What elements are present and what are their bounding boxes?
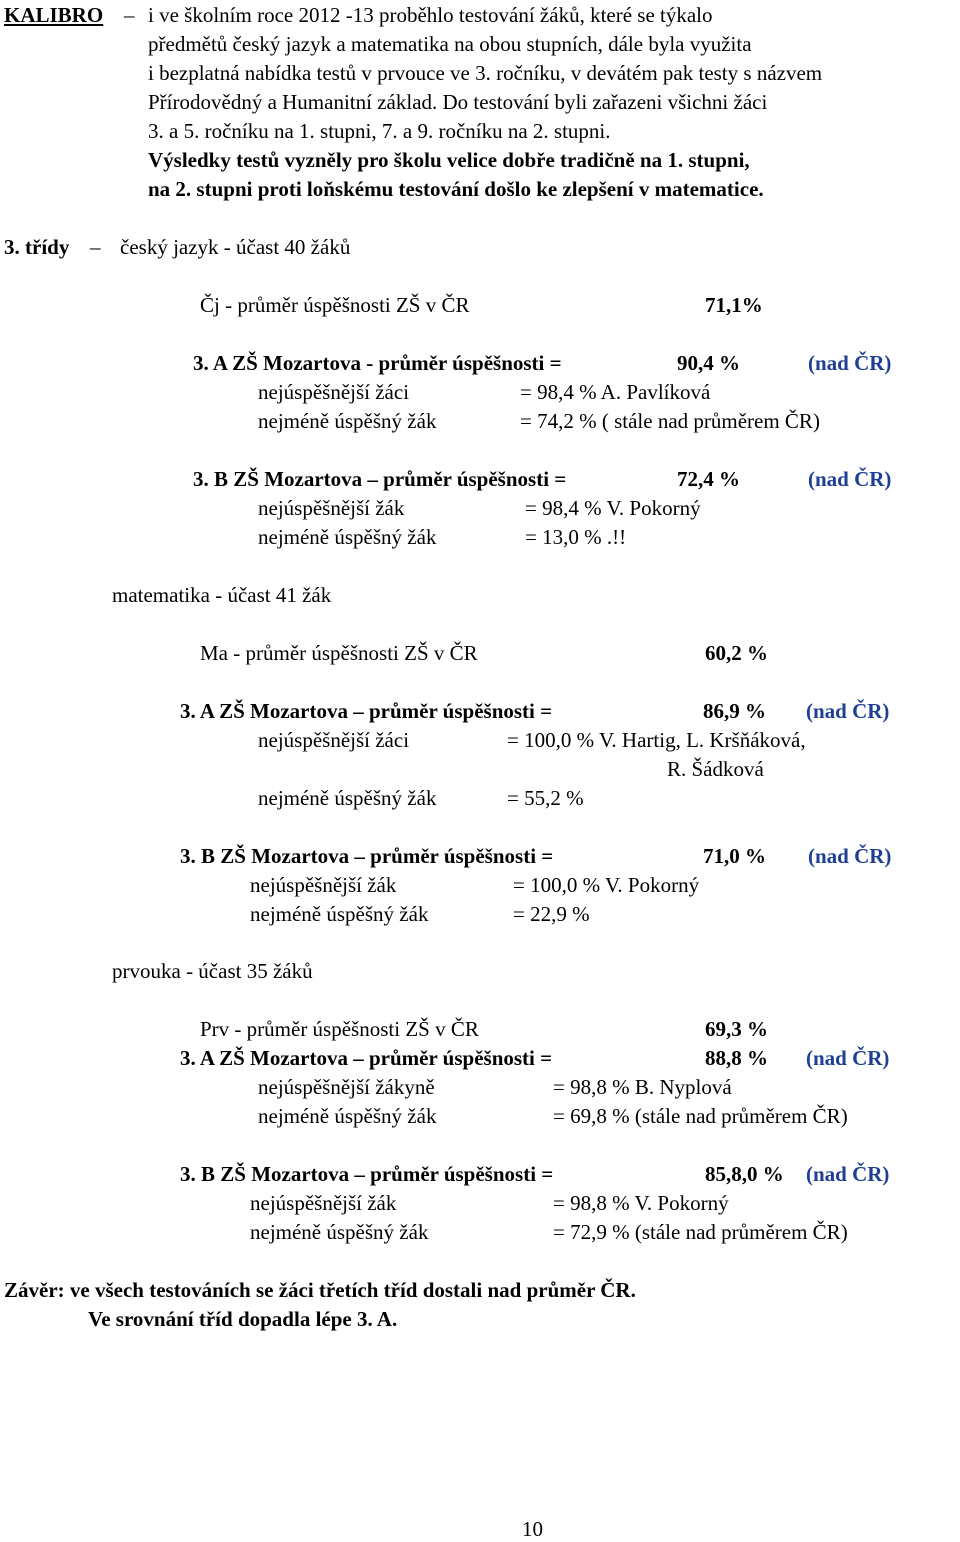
prv-cr-value: 69,3 %	[705, 1017, 768, 1041]
prv-3a-value: 88,8 %	[705, 1046, 768, 1070]
prv-3a-worst-label: nejméně úspěšný žák	[258, 1104, 437, 1128]
prv-3a-note: (nad ČR)	[806, 1046, 890, 1070]
prv-3a-head: 3. A ZŠ Mozartova – průměr úspěšnosti =	[180, 1046, 553, 1070]
intro-line-1: i ve školním roce 2012 -13 proběhlo testování žáků, které se týkalo	[148, 3, 713, 27]
ma-cr-label: Ma - průměr úspěšnosti ZŠ v ČR	[200, 641, 478, 665]
prv-heading: prvouka - účast 35 žáků	[112, 959, 313, 983]
prv-3b-worst-label: nejméně úspěšný žák	[250, 1220, 429, 1244]
prv-3b-value: 85,8,0 %	[705, 1162, 784, 1186]
intro-bold-line-1: Výsledky testů vyzněly pro školu velice dobře tradičně na 1. stupni,	[148, 148, 750, 172]
conclusion-line-2: Ve srovnání tříd dopadla lépe 3. A.	[88, 1307, 398, 1331]
cj-3a-worst-value: = 74,2 % ( stále nad průměrem ČR)	[520, 409, 820, 433]
conclusion-line-1: Závěr: ve všech testováních se žáci třetích tříd dostali nad průměr ČR.	[4, 1278, 636, 1302]
cj-heading-dash: –	[90, 235, 101, 259]
title-dash: –	[124, 3, 135, 27]
ma-3a-worst-label: nejméně úspěšný žák	[258, 786, 437, 810]
cj-3a-head: 3. A ZŠ Mozartova - průměr úspěšnosti =	[193, 351, 562, 375]
cj-3b-note: (nad ČR)	[808, 467, 892, 491]
ma-3b-worst-value: = 22,9 %	[513, 902, 590, 926]
ma-3a-note: (nad ČR)	[806, 699, 890, 723]
cj-3b-worst-label: nejméně úspěšný žák	[258, 525, 437, 549]
prv-3b-worst-value: = 72,9 % (stále nad průměrem ČR)	[553, 1220, 848, 1244]
ma-3a-value: 86,9 %	[703, 699, 766, 723]
cj-3a-worst-label: nejméně úspěšný žák	[258, 409, 437, 433]
prv-3b-note: (nad ČR)	[806, 1162, 890, 1186]
prv-3a-best-value: = 98,8 % B. Nyplová	[553, 1075, 732, 1099]
cj-cr-value: 71,1%	[705, 293, 763, 317]
ma-3a-worst-value: = 55,2 %	[507, 786, 584, 810]
intro-line-4: Přírodovědný a Humanitní základ. Do testování byli zařazeni všichni žáci	[148, 90, 768, 114]
prv-cr-label: Prv - průměr úspěšnosti ZŠ v ČR	[200, 1017, 479, 1041]
cj-3b-worst-value: = 13,0 % .!!	[525, 525, 627, 549]
intro-bold-line-2: na 2. stupni proti loňskému testování došlo ke zlepšení v matematice.	[148, 177, 764, 201]
ma-3a-best-value-2: R. Šádková	[667, 757, 764, 781]
prv-3b-best-label: nejúspěšnější žák	[250, 1191, 397, 1215]
cj-3b-best-label: nejúspěšnější žák	[258, 496, 405, 520]
prv-3a-worst-value: = 69,8 % (stále nad průměrem ČR)	[553, 1104, 848, 1128]
cj-cr-label: Čj - průměr úspěšnosti ZŠ v ČR	[200, 293, 470, 317]
ma-3b-value: 71,0 %	[703, 844, 766, 868]
cj-3a-value: 90,4 %	[677, 351, 740, 375]
document-title: KALIBRO	[4, 3, 104, 27]
ma-3b-note: (nad ČR)	[808, 844, 892, 868]
cj-3a-note: (nad ČR)	[808, 351, 892, 375]
intro-line-3: i bezplatná nabídka testů v prvouce ve 3. ročníku, v devátém pak testy s názvem	[148, 61, 823, 85]
ma-3a-best-label: nejúspěšnější žáci	[258, 728, 410, 752]
cj-3b-best-value: = 98,4 % V. Pokorný	[525, 496, 701, 520]
ma-3a-best-value: = 100,0 % V. Hartig, L. Kršňáková,	[507, 728, 806, 752]
ma-3b-best-value: = 100,0 % V. Pokorný	[513, 873, 700, 897]
cj-3b-value: 72,4 %	[677, 467, 740, 491]
ma-3b-worst-label: nejméně úspěšný žák	[250, 902, 429, 926]
ma-heading: matematika - účast 41 žák	[112, 583, 332, 607]
intro-line-2: předmětů český jazyk a matematika na obou stupních, dále byla využita	[148, 32, 752, 56]
intro-line-5: 3. a 5. ročníku na 1. stupni, 7. a 9. ročníku na 2. stupni.	[148, 119, 611, 143]
cj-3a-best-value: = 98,4 % A. Pavlíková	[520, 380, 711, 404]
ma-3a-head: 3. A ZŠ Mozartova – průměr úspěšnosti =	[180, 699, 553, 723]
prv-3a-best-label: nejúspěšnější žákyně	[258, 1075, 435, 1099]
cj-3b-head: 3. B ZŠ Mozartova – průměr úspěšnosti =	[193, 467, 567, 491]
ma-cr-value: 60,2 %	[705, 641, 768, 665]
ma-3b-head: 3. B ZŠ Mozartova – průměr úspěšnosti =	[180, 844, 554, 868]
cj-heading-grade: 3. třídy	[4, 235, 70, 259]
page-number: 10	[522, 1517, 543, 1541]
prv-3b-head: 3. B ZŠ Mozartova – průměr úspěšnosti =	[180, 1162, 554, 1186]
cj-heading-text: český jazyk - účast 40 žáků	[120, 235, 351, 259]
ma-3b-best-label: nejúspěšnější žák	[250, 873, 397, 897]
prv-3b-best-value: = 98,8 % V. Pokorný	[553, 1191, 729, 1215]
cj-3a-best-label: nejúspěšnější žáci	[258, 380, 410, 404]
